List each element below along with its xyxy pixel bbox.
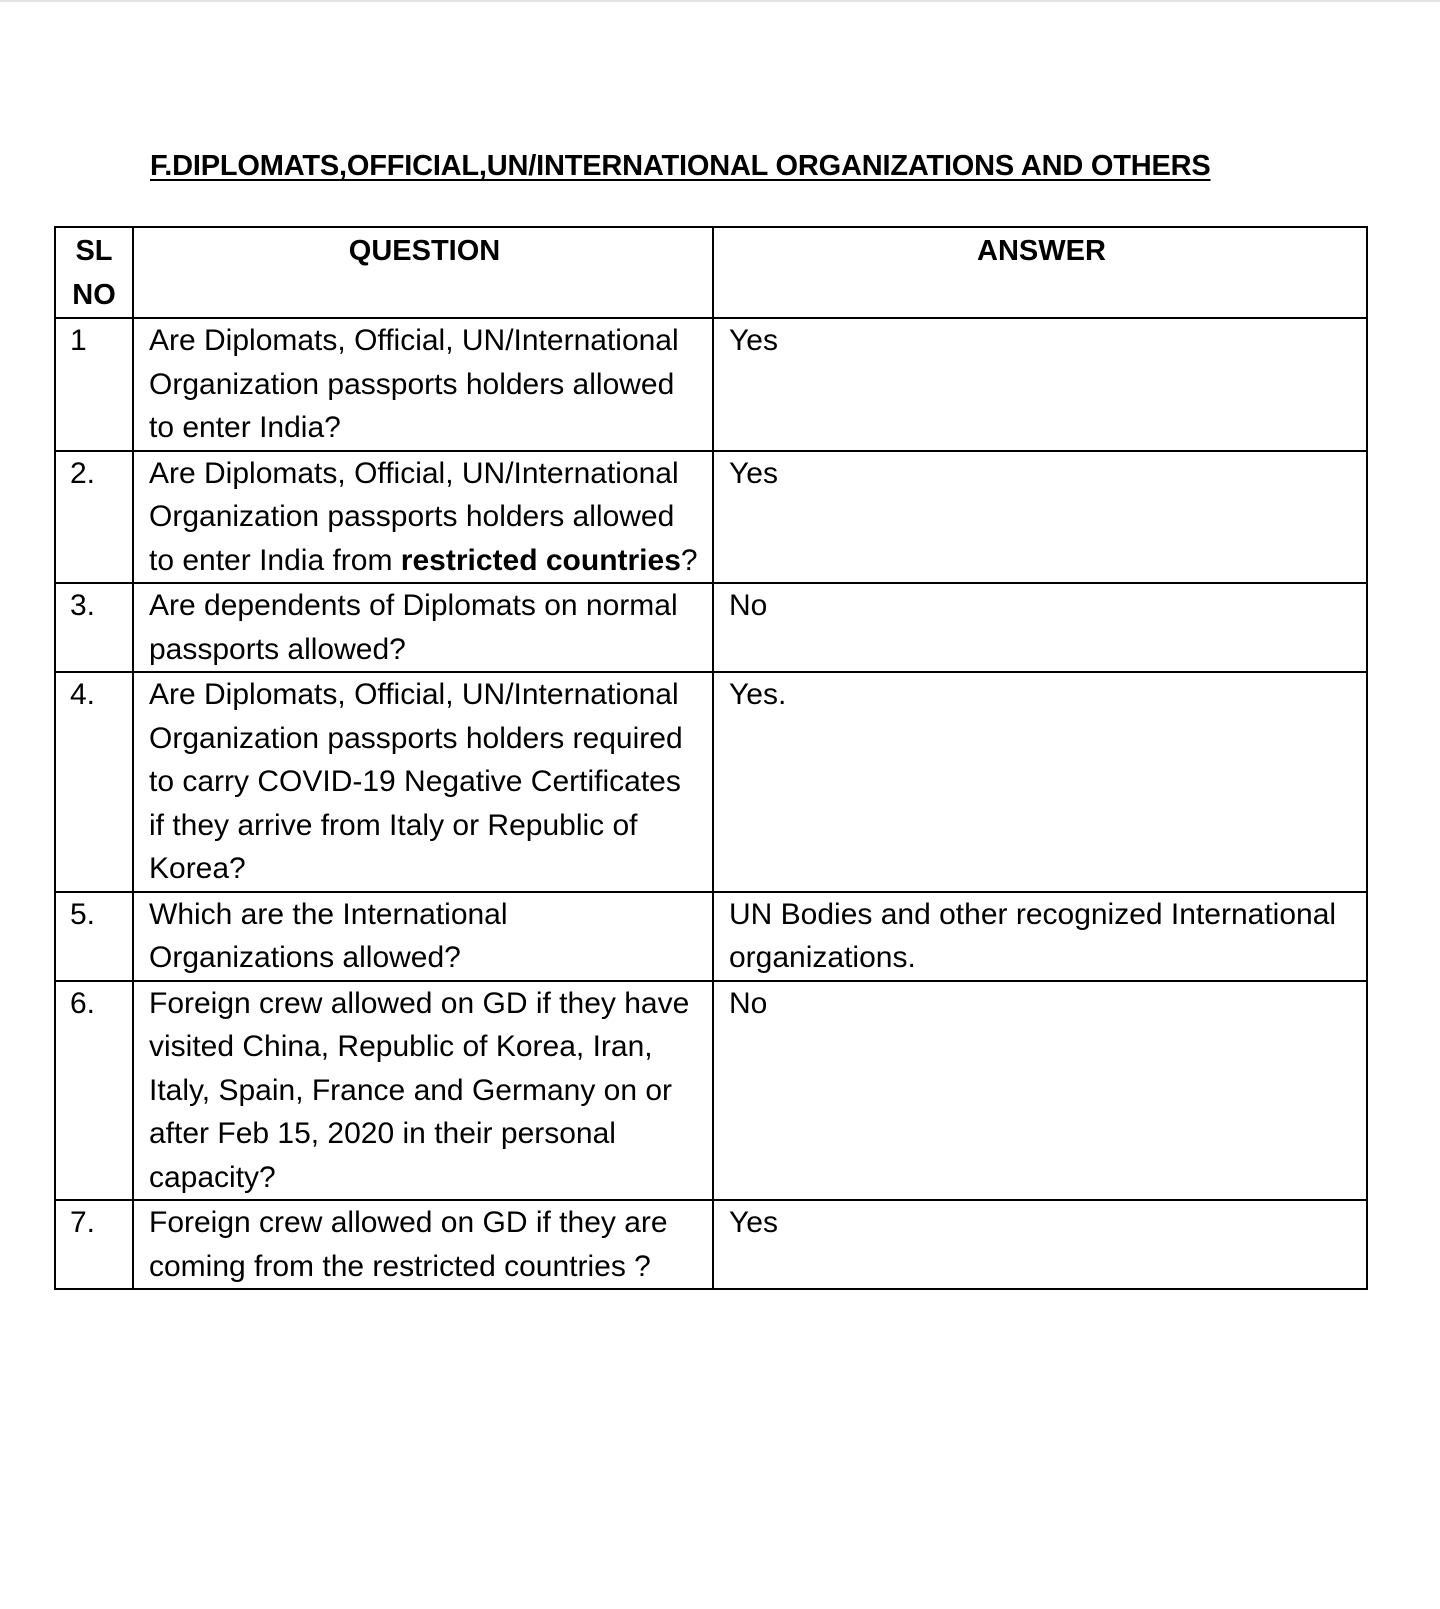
faq-table-body bbox=[55, 318, 1367, 1289]
row-answer: No bbox=[713, 583, 1367, 672]
row-answer: No bbox=[713, 981, 1367, 1201]
question-text-end: ? bbox=[680, 543, 698, 577]
section-title: F.DIPLOMATS,OFFICIAL,UN/INTERNATIONAL ORGANIZATIONS AND OTHERS bbox=[150, 150, 1211, 182]
header-answer: ANSWER bbox=[713, 227, 1367, 318]
header-sl-no: SL NO bbox=[55, 227, 133, 318]
row-sl-number: 4. bbox=[55, 672, 133, 892]
row-question: Are dependents of Diplomats on normal passports allowed? bbox=[133, 583, 713, 672]
row-sl-number: 3. bbox=[55, 583, 133, 672]
question-text: Are Diplomats, Official, UN/International Organization passports holders allowed to enter India from bbox=[149, 456, 679, 577]
faq-table-header bbox=[55, 227, 1367, 318]
question-emphasis: restricted countries bbox=[400, 543, 681, 577]
row-sl-number: 2. bbox=[55, 451, 133, 584]
faq-table bbox=[54, 226, 1368, 1290]
header-row bbox=[55, 227, 1367, 318]
row-sl-number: 5. bbox=[55, 892, 133, 981]
row-answer: Yes bbox=[713, 318, 1367, 451]
row-sl-number: 7. bbox=[55, 1200, 133, 1289]
page-top-edge bbox=[0, 0, 1440, 2]
row-question: Are Diplomats, Official, UN/International Organization passports holders required to carry COVID-19 Negative Certificates if they arrive from Italy or Republic of Korea? bbox=[133, 672, 713, 892]
table-row bbox=[55, 583, 1367, 672]
row-question: Are Diplomats, Official, UN/International Organization passports holders allowed to enter India? bbox=[133, 318, 713, 451]
row-question bbox=[133, 451, 713, 584]
row-question: Foreign crew allowed on GD if they are coming from the restricted countries ? bbox=[133, 1200, 713, 1289]
table-row bbox=[55, 981, 1367, 1201]
table-row bbox=[55, 892, 1367, 981]
table-row bbox=[55, 318, 1367, 451]
row-sl-number: 1 bbox=[55, 318, 133, 451]
row-question: Foreign crew allowed on GD if they have visited China, Republic of Korea, Iran, Italy, Spain, France and Germany on or after Feb 15, 2020 in their personal capacity? bbox=[133, 981, 713, 1201]
row-answer: Yes bbox=[713, 1200, 1367, 1289]
row-sl-number: 6. bbox=[55, 981, 133, 1201]
table-row bbox=[55, 451, 1367, 584]
header-question: QUESTION bbox=[133, 227, 713, 318]
row-question: Which are the International Organizations allowed? bbox=[133, 892, 713, 981]
row-answer: Yes bbox=[713, 451, 1367, 584]
table-row bbox=[55, 1200, 1367, 1289]
row-answer: UN Bodies and other recognized International organizations. bbox=[713, 892, 1367, 981]
table-row bbox=[55, 672, 1367, 892]
row-answer: Yes. bbox=[713, 672, 1367, 892]
